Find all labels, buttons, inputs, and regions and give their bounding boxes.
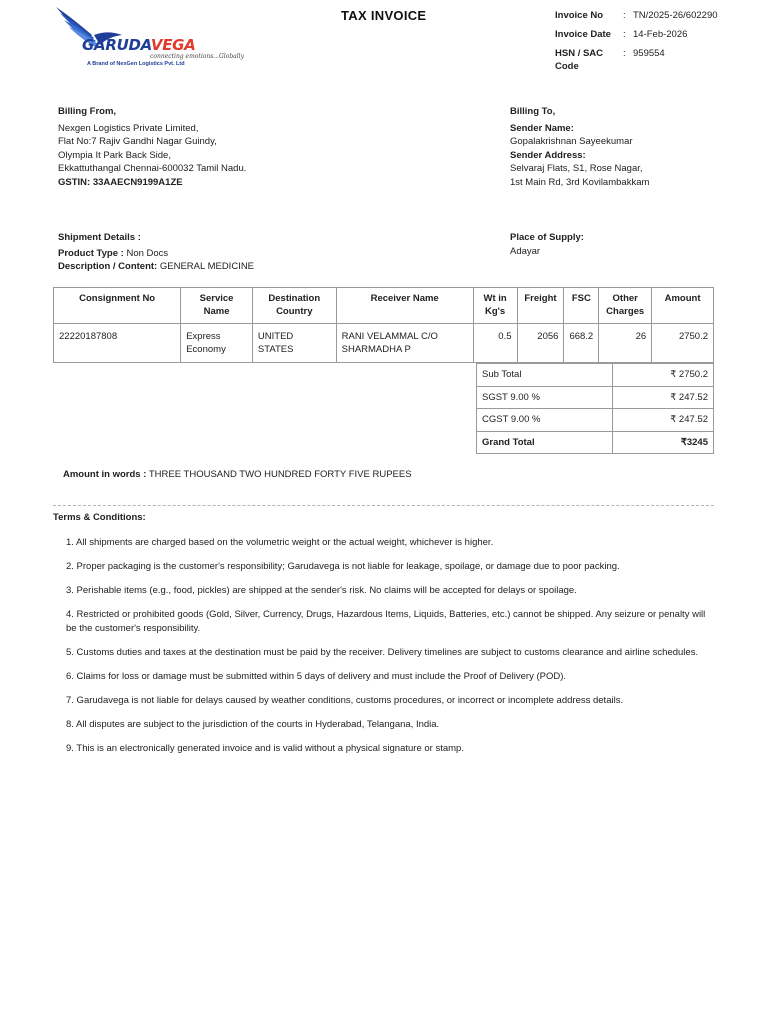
- hsn-row: [555, 47, 760, 73]
- sender-name-label: Sender Name:: [510, 122, 574, 134]
- place-of-supply-value: Adayar: [510, 245, 541, 257]
- column-header: Receiver Name: [336, 288, 473, 324]
- amount-in-words-label: Amount in words :: [63, 469, 147, 480]
- column-header: Other Charges: [599, 288, 652, 324]
- amount-in-words: [63, 469, 412, 480]
- column-header: Service Name: [181, 288, 253, 324]
- product-type: [58, 247, 254, 261]
- sub-total-value: ₹ 2750.2: [613, 364, 714, 387]
- column-header: Consignment No: [54, 288, 181, 324]
- colon: :: [623, 48, 626, 59]
- billing-from-line: Olympia It Park Back Side,: [58, 149, 171, 161]
- term-item: 6. Claims for loss or damage must be submitted within 5 days of delivery and must include the Proof of Delivery (POD).: [66, 670, 567, 682]
- product-type-label: Product Type :: [58, 247, 124, 259]
- table-header-row: [54, 288, 714, 324]
- amount-cell: 2750.2: [652, 324, 714, 363]
- cgst-label: CGST 9.00 %: [477, 409, 613, 432]
- sender-name: Gopalakrishnan Sayeekumar: [510, 136, 633, 147]
- invoice-date-label: Invoice Date: [555, 29, 611, 40]
- table-row: [54, 324, 714, 363]
- term-item: 5. Customs duties and taxes at the destination must be paid by the receiver. Delivery timelines are subject to customs clearance and airline schedules.: [66, 646, 699, 658]
- invoice-no-value: TN/2025-26/602290: [633, 10, 718, 21]
- terms-heading: Terms & Conditions:: [53, 512, 146, 523]
- term-item: 2. Proper packaging is the customer's responsibility; Garudavega is not liable for leakage, spoilage, or damage due to poor packing.: [66, 561, 620, 572]
- fsc-cell: 668.2: [564, 324, 599, 363]
- billing-to-heading: Billing To,: [510, 106, 556, 117]
- billing-from-line: Nexgen Logistics Private Limited,: [58, 122, 199, 134]
- logo-brand-line: A Brand of NexGen Logistics Pvt. Ltd: [87, 61, 185, 67]
- sub-total-label: Sub Total: [477, 364, 613, 387]
- term-item: 3. Perishable items (e.g., food, pickles) are shipped at the sender's risk. No claims will be accepted for delays or spoilage.: [66, 585, 577, 596]
- invoice-date-row: [555, 28, 760, 41]
- description-label: Description / Content:: [58, 261, 158, 272]
- place-of-supply: [510, 231, 584, 258]
- place-of-supply-label: Place of Supply:: [510, 232, 584, 243]
- sender-address-label: Sender Address:: [510, 149, 586, 161]
- logo-tagline: connecting emotions...Globally: [150, 53, 244, 60]
- description-value: GENERAL MEDICINE: [159, 261, 255, 272]
- sgst-row: [477, 386, 714, 409]
- term-item: 8. All disputes are subject to the jurisdiction of the courts in Hyderabad, Telangana, India.: [66, 718, 440, 730]
- sgst-label: SGST 9.00 %: [477, 386, 613, 409]
- shipment-details: [58, 231, 254, 274]
- sub-total-row: [477, 364, 714, 387]
- shipment-heading: Shipment Details :: [58, 232, 141, 243]
- destination-country-cell: UNITED STATES: [252, 324, 336, 363]
- section-divider: [53, 505, 714, 506]
- service-name-cell: Express Economy: [181, 324, 253, 363]
- sgst-value: ₹ 247.52: [613, 386, 714, 409]
- grand-total-row: [477, 431, 714, 454]
- column-header: Destination Country: [252, 288, 336, 324]
- term-item: 9. This is an electronically generated invoice and is valid without a physical signature or stamp.: [66, 742, 464, 754]
- term-item: 7. Garudavega is not liable for delays caused by weather conditions, customs procedures, or incorrect or incomplete address details.: [66, 694, 624, 706]
- grand-total-value: ₹3245: [613, 431, 714, 454]
- column-header: FSC: [564, 288, 599, 324]
- company-logo: [54, 5, 244, 71]
- billing-from: [58, 105, 246, 189]
- sender-address-line: 1st Main Rd, 3rd Kovilambakkam: [510, 176, 650, 188]
- column-header: Wt in Kg's: [473, 288, 517, 324]
- hsn-value: 959554: [633, 48, 665, 59]
- invoice-meta: [555, 9, 760, 79]
- totals-table: [476, 363, 714, 454]
- document-title: TAX INVOICE: [341, 8, 427, 23]
- sender-address-line: Selvaraj Flats, S1, Rose Nagar,: [510, 163, 643, 174]
- colon: :: [623, 10, 626, 21]
- invoice-date-value: 14-Feb-2026: [633, 29, 688, 40]
- invoice-no-label: Invoice No: [555, 10, 604, 21]
- consignment-no-cell: 22220187808: [54, 324, 181, 363]
- description: [58, 260, 254, 274]
- amount-in-words-value: THREE THOUSAND TWO HUNDRED FORTY FIVE RUPEES: [148, 469, 412, 480]
- weight-cell: 0.5: [473, 324, 517, 363]
- term-item: 1. All shipments are charged based on the volumetric weight or the actual weight, whichever is higher.: [66, 537, 494, 548]
- column-header: Amount: [652, 288, 714, 324]
- logo-wordmark: GARUDAVEGA: [82, 36, 196, 54]
- cgst-value: ₹ 247.52: [613, 409, 714, 432]
- cgst-row: [477, 409, 714, 432]
- billing-from-heading: Billing From,: [58, 106, 117, 117]
- hsn-label: HSN / SAC Code: [555, 48, 604, 72]
- grand-total-label: Grand Total: [477, 431, 613, 454]
- colon: :: [623, 29, 626, 40]
- billing-from-line: Ekkattuthangal Chennai-600032 Tamil Nadu.: [58, 163, 247, 174]
- gstin: GSTIN: 33AAECN9199A1ZE: [58, 176, 183, 188]
- invoice-no-row: [555, 9, 760, 22]
- product-type-value: Non Docs: [126, 247, 169, 259]
- freight-cell: 2056: [517, 324, 564, 363]
- billing-from-line: Flat No:7 Rajiv Gandhi Nagar Guindy,: [58, 136, 217, 147]
- receiver-name-cell: RANI VELAMMAL C/O SHARMADHA P: [336, 324, 473, 363]
- billing-to: [510, 105, 649, 189]
- items-table: [53, 287, 714, 363]
- column-header: Freight: [517, 288, 564, 324]
- terms-list: [66, 536, 706, 766]
- term-item: 4. Restricted or prohibited goods (Gold, Silver, Currency, Drugs, Hazardous Items, Liquids, Batteries, etc.) cannot be shipped. Any seizure or penalty will be the customer's responsibility.: [66, 609, 706, 634]
- other-charges-cell: 26: [599, 324, 652, 363]
